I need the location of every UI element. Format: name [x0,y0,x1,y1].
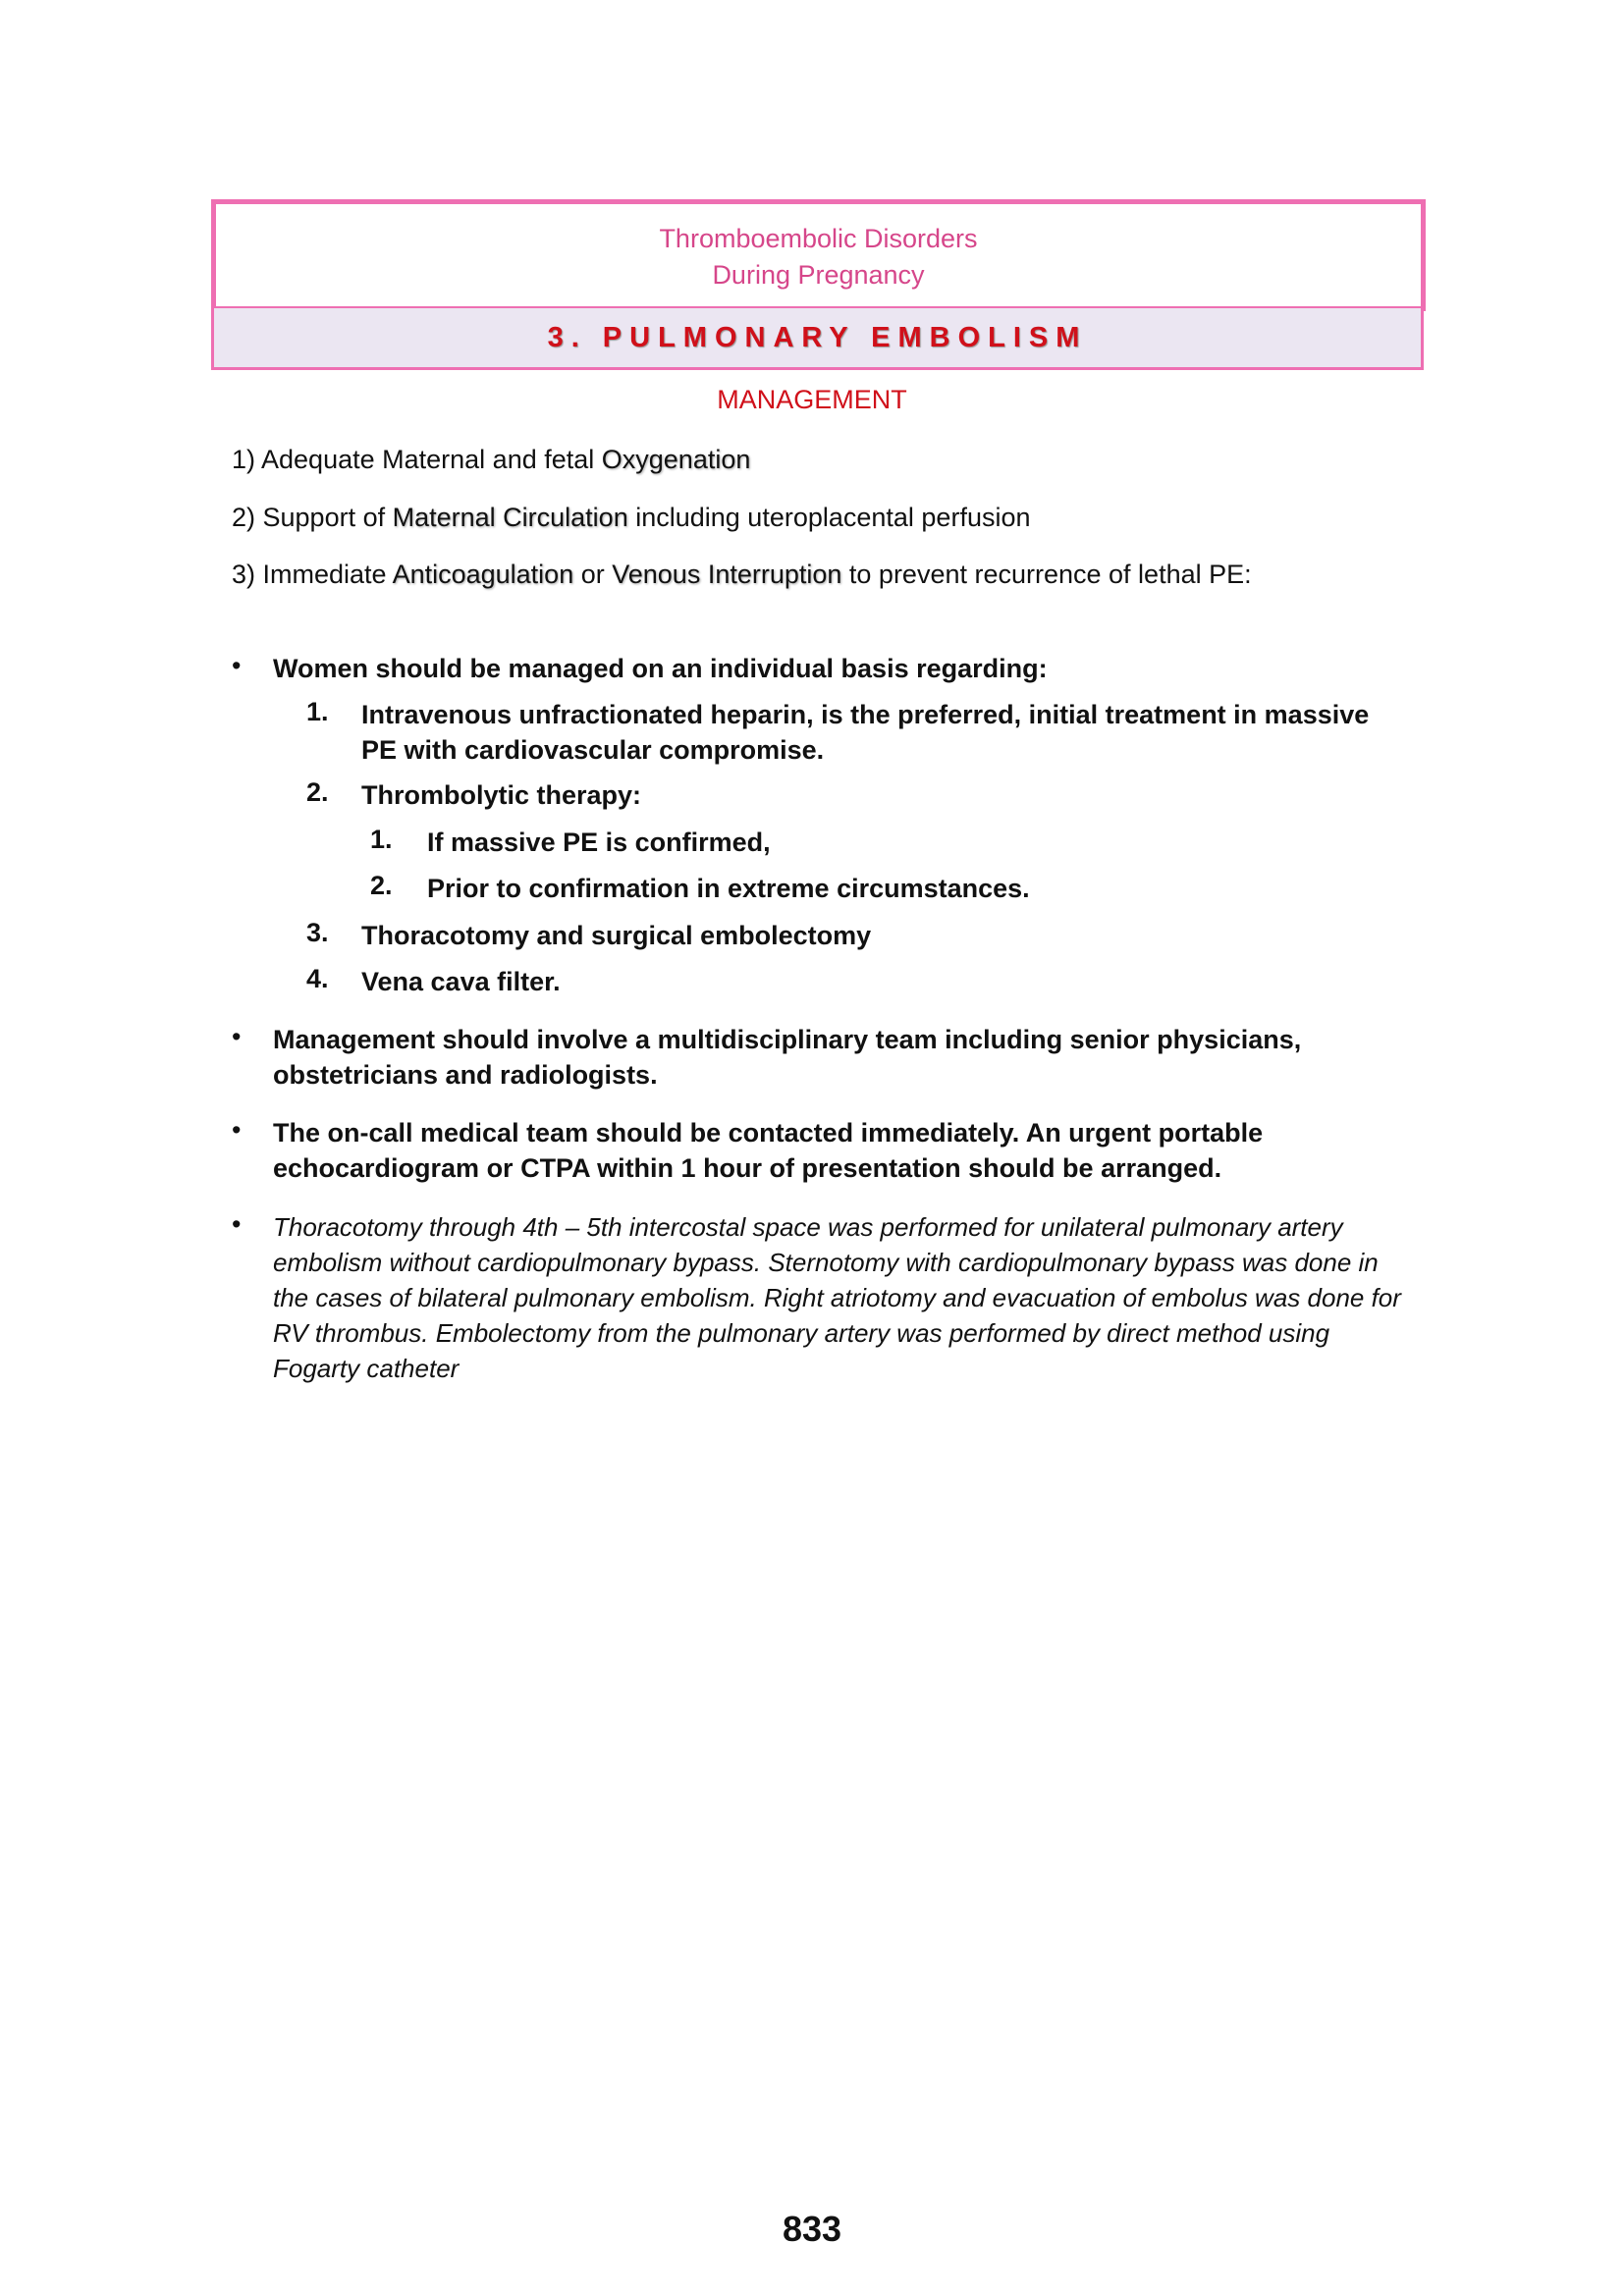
section-title-band [211,308,1424,370]
option-number: 1. [306,697,329,726]
sub-option-number: 2. [370,871,393,900]
chapter-header-box [211,199,1426,311]
option-3: Thoracotomy and surgical embolectomy [361,921,872,950]
subheading: MANAGEMENT [717,385,907,414]
aim-3: 3) Immediate Anticoagulation or Venous Interruption to prevent recurrence of lethal PE: [232,560,1252,589]
bullet-icon: • [232,651,242,680]
sub-option-1: If massive PE is confirmed, [427,828,771,857]
option-number: 3. [306,918,329,947]
sub-option-number: 1. [370,825,393,854]
option-1: Intravenous unfractionated heparin, is the preferred, initial treatment in massive PE with cardiovascular compromise. [361,700,1370,765]
bullet-1: Women should be managed on an individual basis regarding: [273,654,1048,683]
bullet-4: Thoracotomy through 4th – 5th intercostal space was performed for unilateral pulmonary artery embolism without cardiopulmonary bypass. Sternotomy with cardiopulmonary bypass was done in the cases of bilateral pulmonary embolism. Right atriotomy and evacuation of embolus was done for RV thrombus. Embolectomy from the pulmonary artery was performed by direct method using Fogarty catheter [273,1212,1401,1383]
section-title: 3. PULMONARY EMBOLISM [547,322,1088,353]
aim-2: 2) Support of Maternal Circulation including uteroplacental perfusion [232,503,1031,532]
page-number: 833 [782,2209,842,2249]
aim-1: 1) Adequate Maternal and fetal Oxygenation [232,445,751,474]
bullet-2: Management should involve a multidisciplinary team including senior physicians, obstetricians and radiologists. [273,1025,1302,1090]
chapter-title-line2: During Pregnancy [712,260,925,290]
bullet-3: The on-call medical team should be contacted immediately. An urgent portable echocardiogram or CTPA within 1 hour of presentation should be arranged. [273,1118,1264,1183]
bullet-icon: • [232,1022,242,1051]
bullet-icon: • [232,1115,242,1145]
option-number: 4. [306,964,329,993]
option-number: 2. [306,777,329,807]
bullet-icon: • [232,1209,242,1239]
option-4: Vena cava filter. [361,967,561,996]
option-2: Thrombolytic therapy: [361,780,642,810]
sub-option-2: Prior to confirmation in extreme circumstances. [427,874,1030,903]
chapter-title-line1: Thromboembolic Disorders [659,224,978,253]
